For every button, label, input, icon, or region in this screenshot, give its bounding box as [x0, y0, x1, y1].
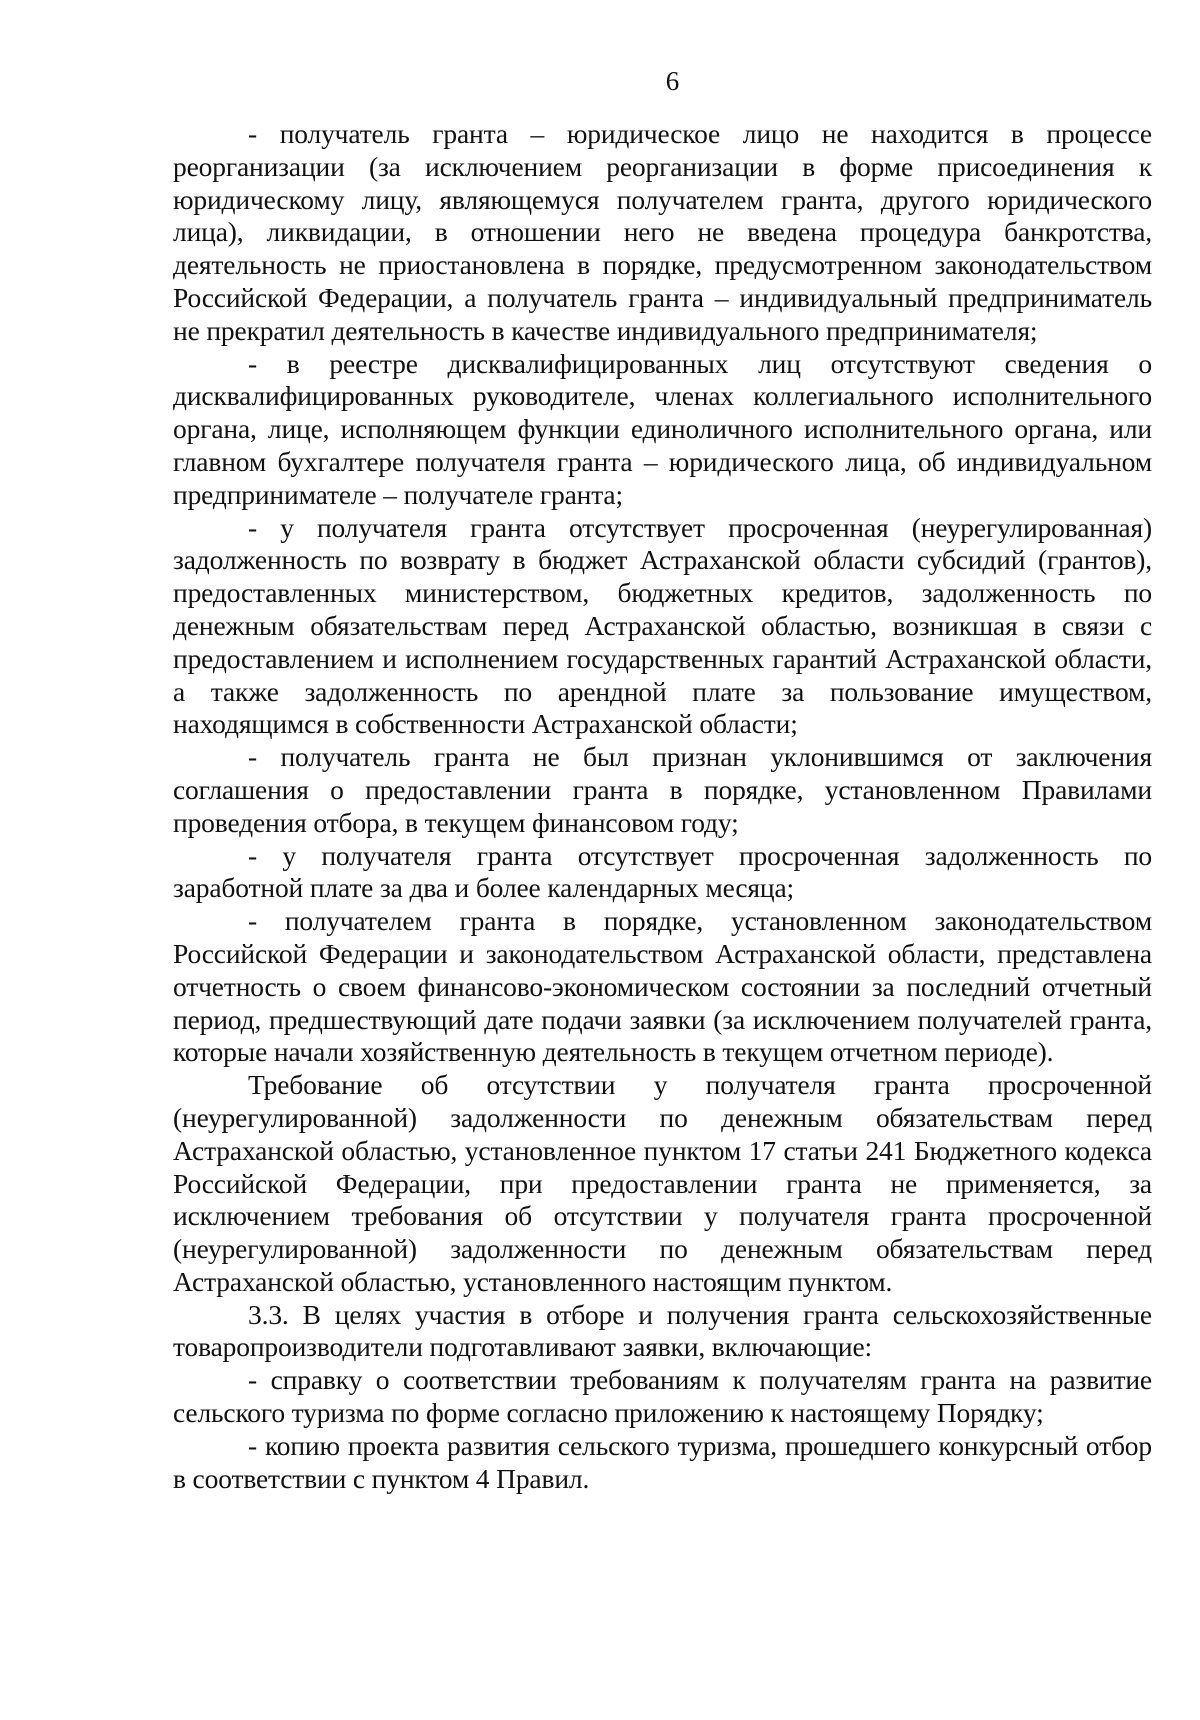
- paragraph-compliance-certificate: - справку о соответствии требованиям к получателям гранта на развитие сельского туризма по форме согласно приложению к настоящему Порядку;: [173, 1364, 1152, 1429]
- page-number: 6: [665, 66, 680, 96]
- paragraph-disqualified-persons-requirement: - в реестре дисквалифицированных лиц отсутствуют сведения о дисквалифицированных руководителе, членах коллегиального исполнительного органа, лице, исполняющем функции единоличного исполнительного органа, или главном бухгалтере получателя гранта – юридического лица, об индивидуальном предпринимателе – получателе гранта;: [173, 347, 1152, 510]
- paragraph-wage-arrears-requirement: - у получателя гранта отсутствует просроченная задолженность по заработной плате за два и более календарных месяца;: [173, 839, 1152, 904]
- paragraph-reorganization-requirement: - получатель гранта – юридическое лицо не находится в процессе реорганизации (за исключением реорганизации в форме присоединения к юридическому лицу, являющемуся получателем гранта, другого юридического лица), ликвидации, в отношении него не введена процедура банкротства, деятельность не приостановлена в порядке, предусмотренном законодательством Российской Федерации, а получатель гранта – индивидуальный предприниматель не прекратил деятельность в качестве индивидуального предпринимателя;: [173, 118, 1152, 346]
- paragraph-financial-reporting-requirement: - получателем гранта в порядке, установленном законодательством Российской Федерации и законодательством Астраханской области, представлена отчетность о своем финансово-экономическом состоянии за последний отчетный период, предшествующий дате подачи заявки (за исключением получателей гранта, которые начали хозяйственную деятельность в текущем отчетном периоде).: [173, 905, 1152, 1068]
- paragraph-section-3-3: 3.3. В целях участия в отборе и получения гранта сельскохозяйственные товаропроизводители подготавливают заявки, включающие:: [173, 1298, 1152, 1363]
- paragraph-agreement-evasion-requirement: - получатель гранта не был признан уклонившимся от заключения соглашения о предоставлении гранта в порядке, установленном Правилами проведения отбора, в текущем финансовом году;: [173, 741, 1152, 838]
- paragraph-project-copy: - копию проекта развития сельского туризма, прошедшего конкурсный отбор в соответствии с пунктом 4 Правил.: [173, 1429, 1152, 1494]
- document-body: [173, 118, 1152, 1495]
- paragraph-overdue-debt-requirement: - у получателя гранта отсутствует просроченная (неурегулированная) задолженность по возврату в бюджет Астраханской области субсидий (грантов), предоставленных министерством, бюджетных кредитов, задолженность по денежным обязательствам перед Астраханской областью, возникшая в связи с предоставлением и исполнением государственных гарантий Астраханской области, а также задолженность по арендной плате за пользование имуществом, находящимся в собственности Астраханской области;: [173, 511, 1152, 740]
- paragraph-budget-code-exception: Требование об отсутствии у получателя гранта просроченной (неурегулированной) задолженности по денежным обязательствам перед Астраханской областью, установленное пунктом 17 статьи 241 Бюджетного кодекса Российской Федерации, при предоставлении гранта не применяется, за исключением требования об отсутствии у получателя гранта просроченной (неурегулированной) задолженности по денежным обязательствам перед Астраханской областью, установленного настоящим пунктом.: [173, 1069, 1152, 1297]
